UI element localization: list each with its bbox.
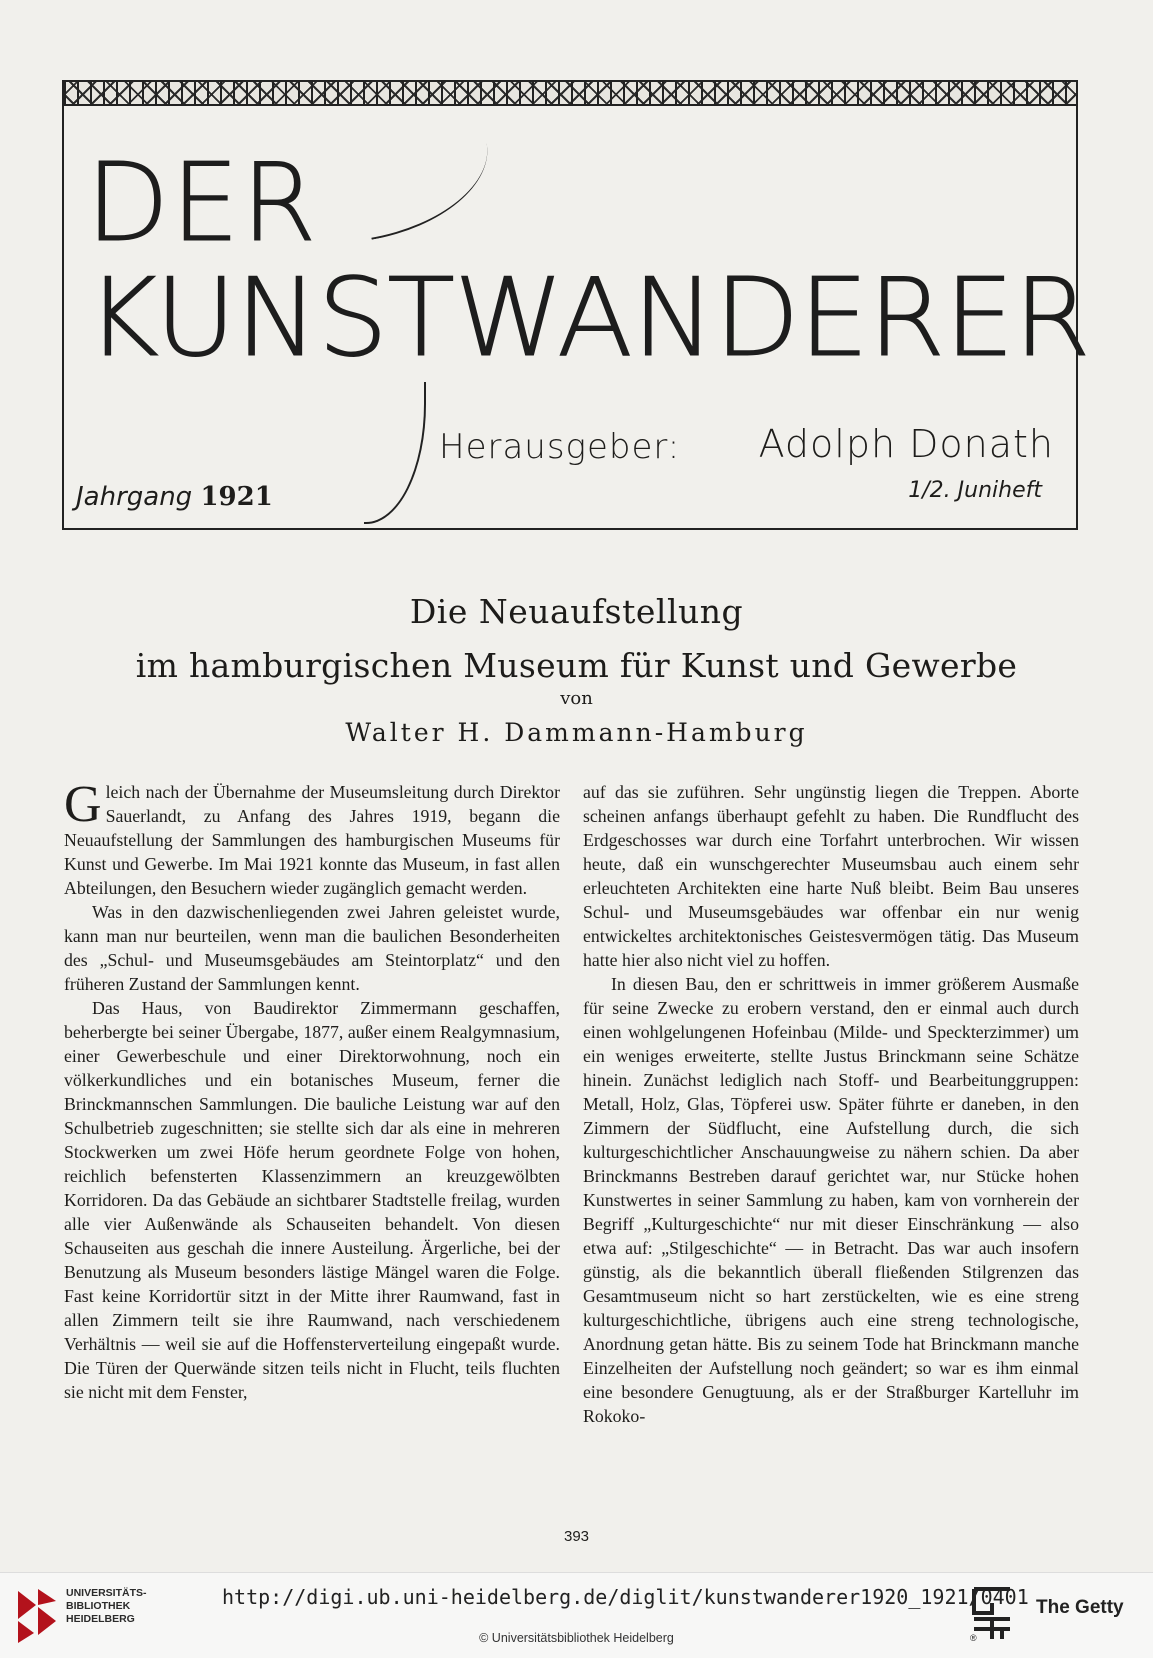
library-name <box>66 1587 147 1626</box>
publisher-name: Adolph Donath <box>758 422 1054 466</box>
volume-label: Jahrgang <box>76 482 193 512</box>
paragraph: In diesen Bau, den er schrittweis in immer größerem Ausmaße für seine Zwecke zu erobern verstand, den er einmal auch durch einen wohlgelungenen Hofeinbau (Milde- und Speckterzimmer) um ein weniges erweiterte, stellte Justus Brinckmann seine Schätze hinein. Zunächst lediglich nach Stoff- und Bearbeitunggruppen: Metall, Holz, Glas, Töpferei usw. Später führte er daneben, in den Zimmern der Südflucht, eine Aufstellung durch, die sich kulturgeschichtlicher Anschauungweise zu nähern schien. Da aber Brinckmanns Bestreben darauf gerichtet war, nur Stücke hohen Kunstwertes in seiner Sammlung zu haben, kam von vornherein der Begriff „Kulturgeschichte“ nur mit dieser Einschränkung — also etwa auf: „Stilgeschichte“ — in Betracht. Das war auch insofern günstig, als die bekanntlich überall fließenden Stilgrenzen das Gesamtmuseum nicht so hart zerstückelten, wie es eine streng kulturgeschichtliche, übrigens auch eine streng technologische, Anordnung getan hätte. Bis zu seinem Tode hat Brinckmann manche Einzelheiten der Aufstellung noch geändert; so war es ihm einmal eine besondere Genugtuung, als er der Straßburger Kartelluhr im Rokoko- <box>583 974 1079 1426</box>
title-swash-descender <box>364 382 426 524</box>
paragraph: Das Haus, von Baudirektor Zimmermann geschaffen, beherbergte bei seiner Übergabe, 1877, außer einem Realgymnasium, einer Gewerbeschule und einer Direktorwohnung, noch ein völkerkundliches und ein botanisches Museum, ferner die Brinckmannschen Sammlungen. Die bauliche Leistung war auf den Schulbetrieb zugeschnitten; sie stellte sich dar als eine in mehreren Stockwerken um zwei Höfe herum geordnete Folge von hohen, reichlich befensterten Klassenzimmern an kreuzgewölbten Korridoren. Da das Gebäude an sichtbarer Stadtstelle freilag, wurden alle vier Außenwände als Schauseiten behandelt. Von diesen Schauseiten aus geschah die innere Austeilung. Ärgerliche, bei der Benutzung als Museum besonders lästige Mängel waren die Folge. Fast keine Korridortür sitzt in der Mitte ihrer Raumwand, fast in allen Zimmern teilt sie ihre Raumwand, nach verschiedenem Verhältnis — weil sie auf die Hoffensterverteilung eingepaßt wurde. Die Türen der Querwände sitzen teils nicht in Flucht, teils fluchten sie nicht mit dem Fenster, <box>64 998 560 1402</box>
issue-label: 1/2. Juniheft <box>908 478 1042 503</box>
article-author: Walter H. Dammann-Hamburg <box>345 718 808 747</box>
article-title-line2: im hamburgischen Museum für Kunst und Gewerbe <box>135 646 1018 685</box>
library-line3: HEIDELBERG <box>66 1613 135 1625</box>
getty-logo-icon[interactable] <box>970 1585 1014 1641</box>
library-line2: BIBLIOTHEK <box>66 1600 131 1612</box>
text-column-right <box>583 780 1079 1428</box>
masthead-title-line1: DER <box>86 141 319 266</box>
masthead <box>62 80 1090 530</box>
volume-year: 1921 <box>200 482 273 512</box>
byline-prefix: von <box>560 688 593 709</box>
article-title-line1: Die Neuaufstellung <box>409 592 744 631</box>
copyright-notice: © Universitätsbibliothek Heidelberg <box>479 1631 674 1645</box>
getty-registered-mark: ® <box>970 1633 977 1641</box>
publisher-label: Herausgeber: <box>439 427 681 467</box>
library-line1: UNIVERSITÄTS- <box>66 1587 147 1599</box>
masthead-title-line2: KUNSTWANDERER <box>86 256 1090 381</box>
getty-name: The Getty <box>1036 1597 1124 1618</box>
title-swash-top <box>358 141 499 239</box>
page-number: 393 <box>563 1528 590 1545</box>
paragraph: auf das sie zuführen. Sehr ungünstig liegen die Treppen. Aborte scheinen anfangs überhaupt gefehlt zu haben. Die Rundflucht des Erdgeschosses war durch eine Torfahrt unterbrochen. Wir wissen heute, daß ein wunschgerechter Museumsbau auch einem sehr erleuchteten Architekten eine harte Nuß bleibt. Beim Bau unseres Schul- und Museumsgebäudes war offenbar ein nur wenig entwickeltes architektonisches Geistesvermögen tätig. Das Museum hatte hier also nicht viel zu hoffen. <box>583 782 1079 970</box>
footer-bar <box>0 1572 1153 1658</box>
volume-info <box>76 482 273 512</box>
permalink-url[interactable]: http://digi.ub.uni-heidelberg.de/diglit/kunstwanderer1920_1921/0401 <box>222 1585 1029 1609</box>
ornament-border <box>62 80 1078 106</box>
text-column-left <box>64 776 560 1404</box>
paragraph: Was in den dazwischenliegenden zwei Jahren geleistet wurde, kann man nur beurteilen, wenn man die baulichen Besonderheiten des „Schul- und Museumsgebäudes am Steintorplatz“ und den früheren Zustand der Sammlungen kennt. <box>64 902 560 994</box>
paragraph-text: leich nach der Übernahme der Museumsleitung durch Direktor Sauerlandt, zu Anfang des Jahres 1919, begann die Neuaufstellung der Sammlungen des hamburgischen Museums für Kunst und Gewerbe. Im Mai 1921 konnte das Museum, in fast allen Abteilungen, den Besuchern wieder zugänglich gemacht werden. <box>64 782 560 898</box>
paragraph <box>64 776 560 900</box>
drop-cap: G <box>64 776 102 833</box>
